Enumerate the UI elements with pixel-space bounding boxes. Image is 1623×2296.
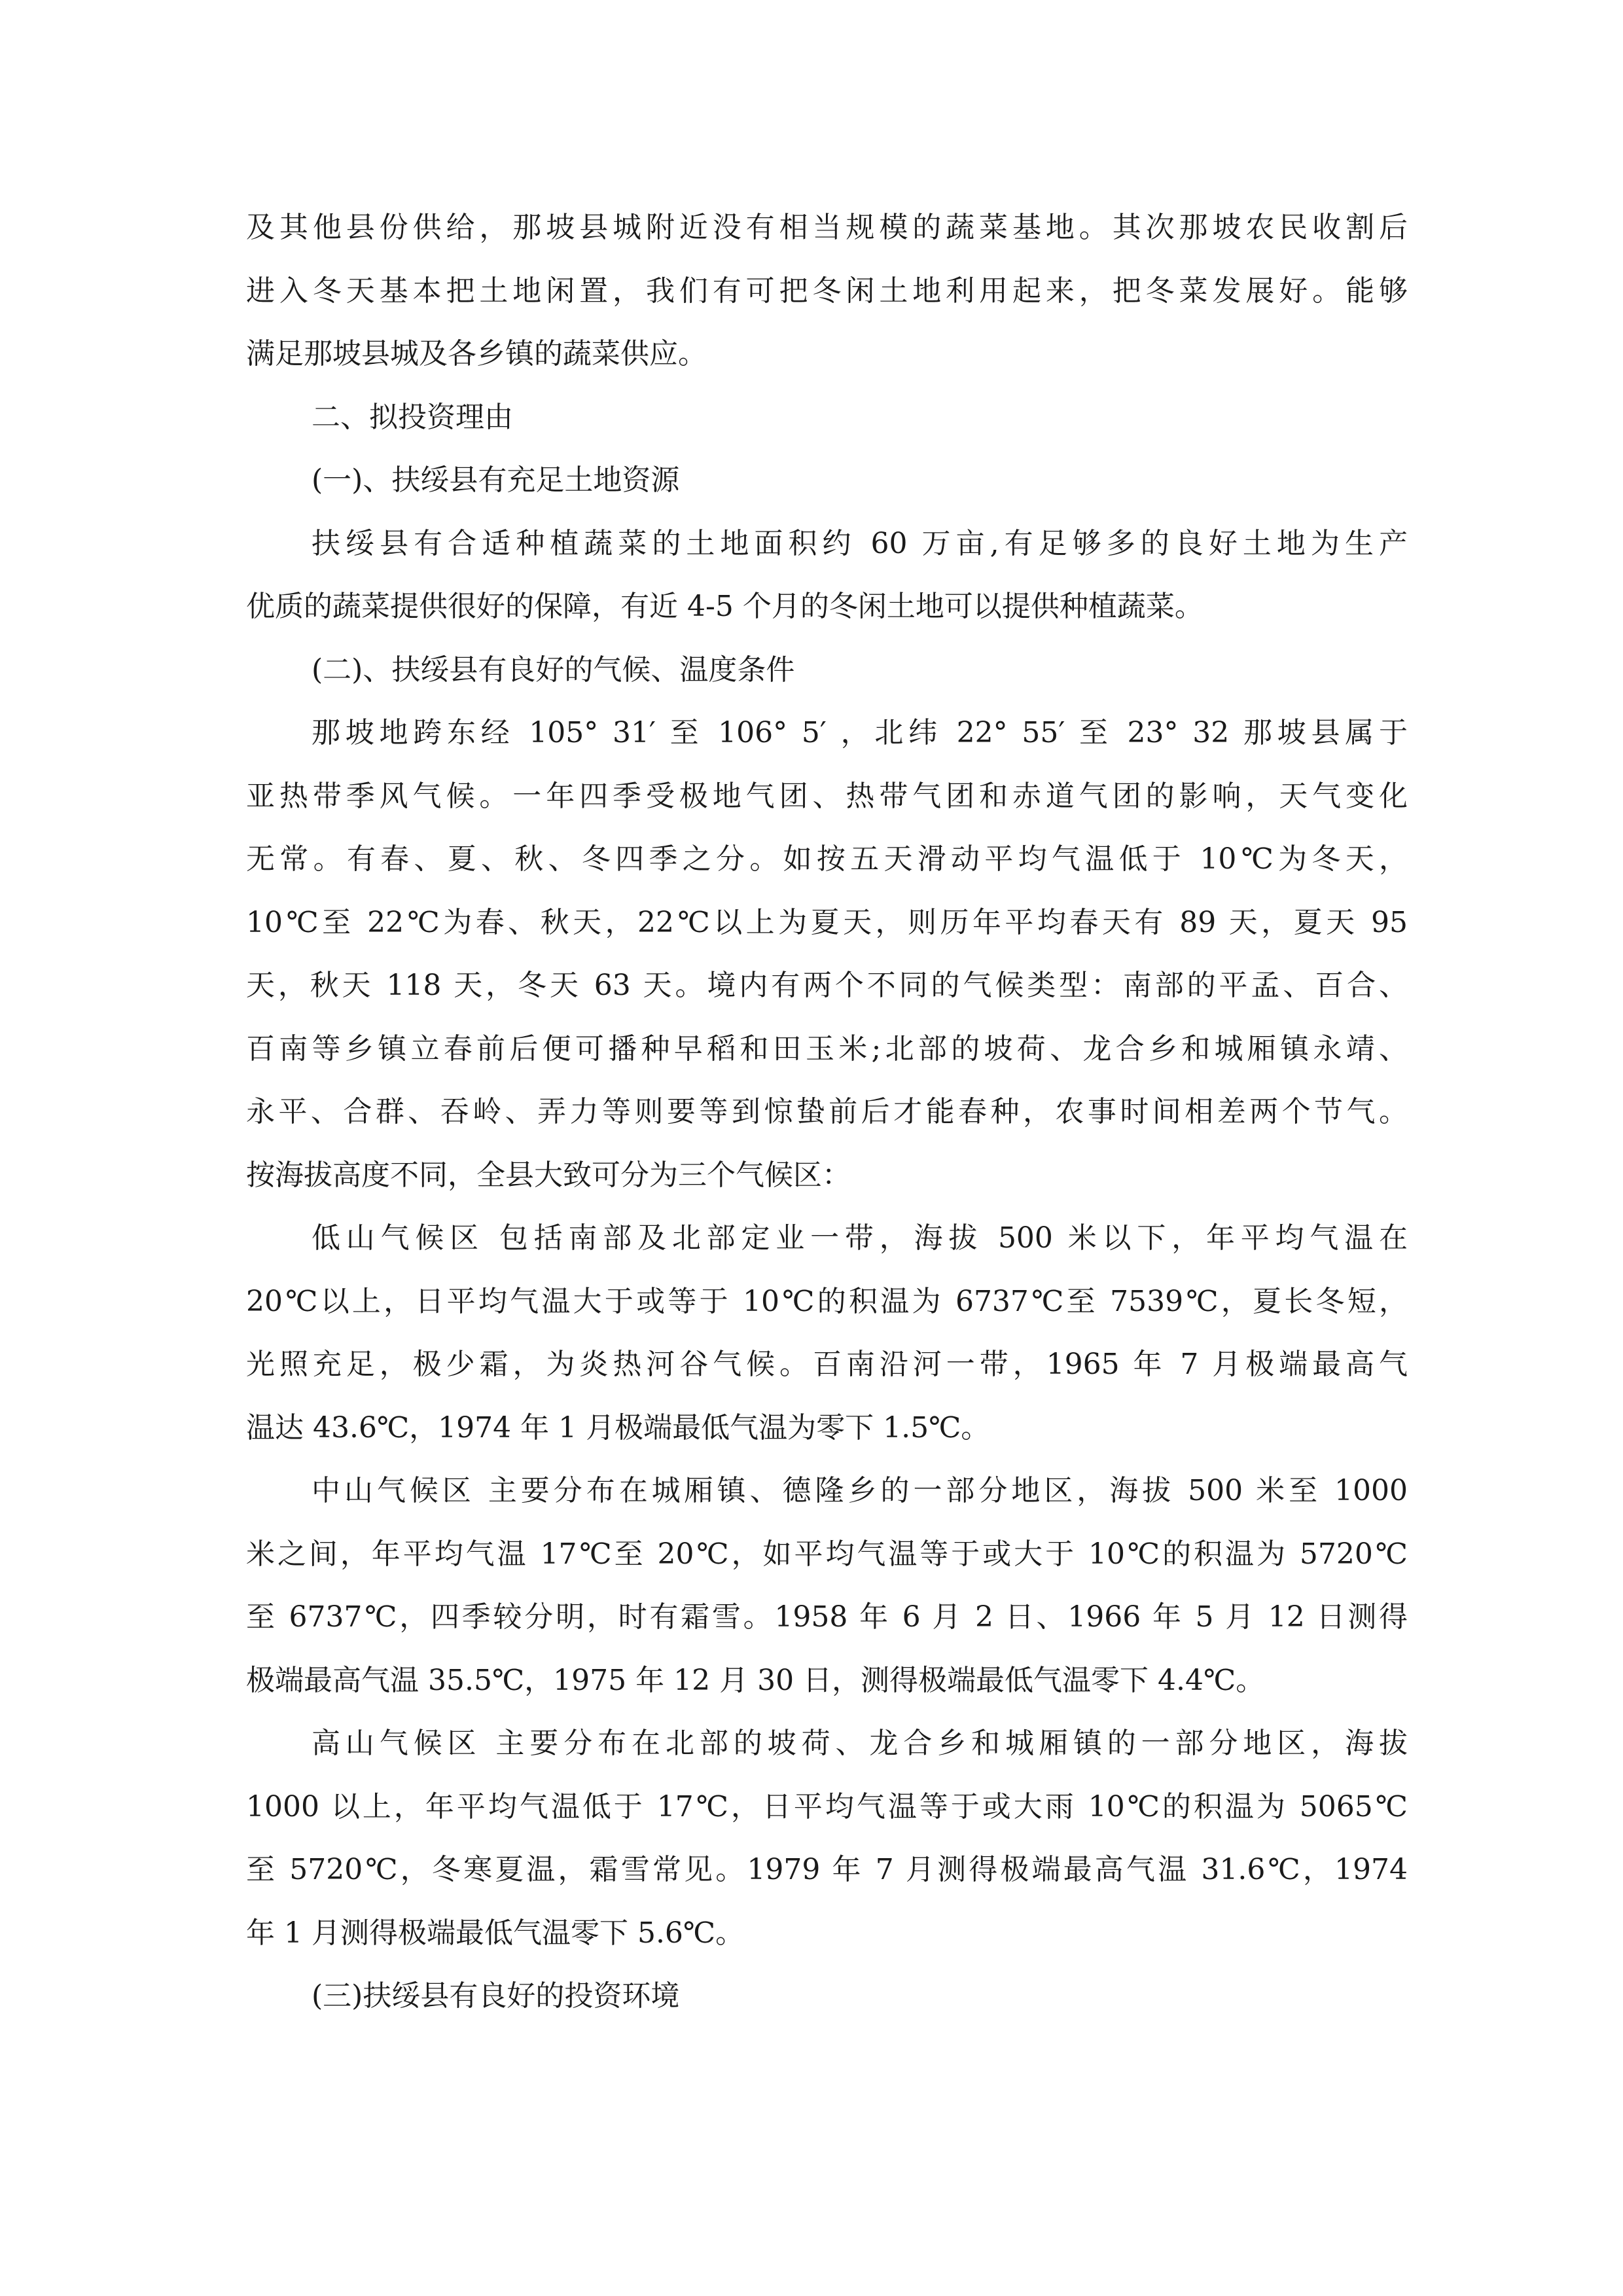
text-line: 那坡地跨东经 105° 31′ 至 106° 5′ ，北纬 22° 55′ 至 23° 32 那坡县属于 (312, 716, 1408, 749)
text-line: 温达 43.6℃，1974 年 1 月极端最低气温为零下 1.5℃。 (246, 1410, 990, 1444)
text-line: 天，秋天 118 天，冬天 63 天。境内有两个不同的气候类型：南部的平孟、百合、 (246, 969, 1408, 1002)
text-line: 10℃至 22℃为春、秋天，22℃以上为夏天，则历年平均春天有 89 天，夏天 95 (246, 905, 1408, 939)
text-line: 二、拟投资理由 (312, 400, 513, 434)
text-line: 年 1 月测得极端最低气温零下 5.6℃。 (246, 1916, 745, 1950)
text-line: 亚热带季风气候。一年四季受极地气团、热带气团和赤道气团的影响，天气变化 (246, 779, 1408, 813)
text-line: 至 5720℃，冬寒夏温，霜雪常见。1979 年 7 月测得极端最高气温 31.6℃，1974 (246, 1853, 1408, 1886)
text-line: 光照充足，极少霜，为炎热河谷气候。百南沿河一带，1965 年 7 月极端最高气 (246, 1348, 1408, 1381)
document-page (246, 196, 1408, 2028)
text-line: 米之间，年平均气温 17℃至 20℃，如平均气温等于或大于 10℃的积温为 5720℃ (246, 1537, 1408, 1571)
text-line: 极端最高气温 35.5℃，1975 年 12 月 30 日，测得极端最低气温零下 4.4℃。 (246, 1663, 1265, 1697)
text-line: 至 6737℃，四季较分明，时有霜雪。1958 年 6 月 2 日、1966 年 5 月 12 日测得 (246, 1600, 1408, 1634)
text-line: 中山气候区 主要分布在城厢镇、德隆乡的一部分地区，海拔 500 米至 1000 (312, 1474, 1408, 1507)
text-line: 进入冬天基本把土地闲置，我们有可把冬闲土地利用起来，把冬菜发展好。能够 (246, 274, 1408, 308)
text-line: 无常。有春、夏、秋、冬四季之分。如按五天滑动平均气温低于 10℃为冬天， (246, 842, 1408, 876)
text-line: 20℃以上，日平均气温大于或等于 10℃的积温为 6737℃至 7539℃，夏长冬短， (246, 1284, 1408, 1318)
text-line: 扶绥县有合适种植蔬菜的土地面积约 60 万亩,有足够多的良好土地为生产 (312, 526, 1408, 560)
text-line: (一)、扶绥县有充足土地资源 (312, 463, 680, 497)
text-line: (二)、扶绥县有良好的气候、温度条件 (312, 653, 795, 687)
text-line: 满足那坡县城及各乡镇的蔬菜供应。 (246, 337, 707, 370)
text-line: 及其他县份供给，那坡县城附近没有相当规模的蔬菜基地。其次那坡农民收割后 (246, 211, 1408, 244)
text-line: 1000 以上，年平均气温低于 17℃，日平均气温等于或大雨 10℃的积温为 5065℃ (246, 1789, 1408, 1823)
text-line: 按海拔高度不同，全县大致可分为三个气候区： (246, 1158, 851, 1192)
text-line: 百南等乡镇立春前后便可播种早稻和田玉米;北部的坡荷、龙合乡和城厢镇永靖、 (246, 1031, 1408, 1066)
text-line: 高山气候区 主要分布在北部的坡荷、龙合乡和城厢镇的一部分地区，海拔 (312, 1727, 1408, 1760)
text-line: 低山气候区 包括南部及北部定业一带，海拔 500 米以下，年平均气温在 (312, 1221, 1408, 1255)
text-line: 永平、合群、吞岭、弄力等则要等到惊蛰前后才能春种，农事时间相差两个节气。 (246, 1095, 1408, 1128)
text-line: 优质的蔬菜提供很好的保障，有近 4-5 个月的冬闲土地可以提供种植蔬菜。 (246, 590, 1204, 623)
text-line: (三)扶绥县有良好的投资环境 (312, 1979, 680, 2013)
document-body (246, 196, 1408, 2028)
